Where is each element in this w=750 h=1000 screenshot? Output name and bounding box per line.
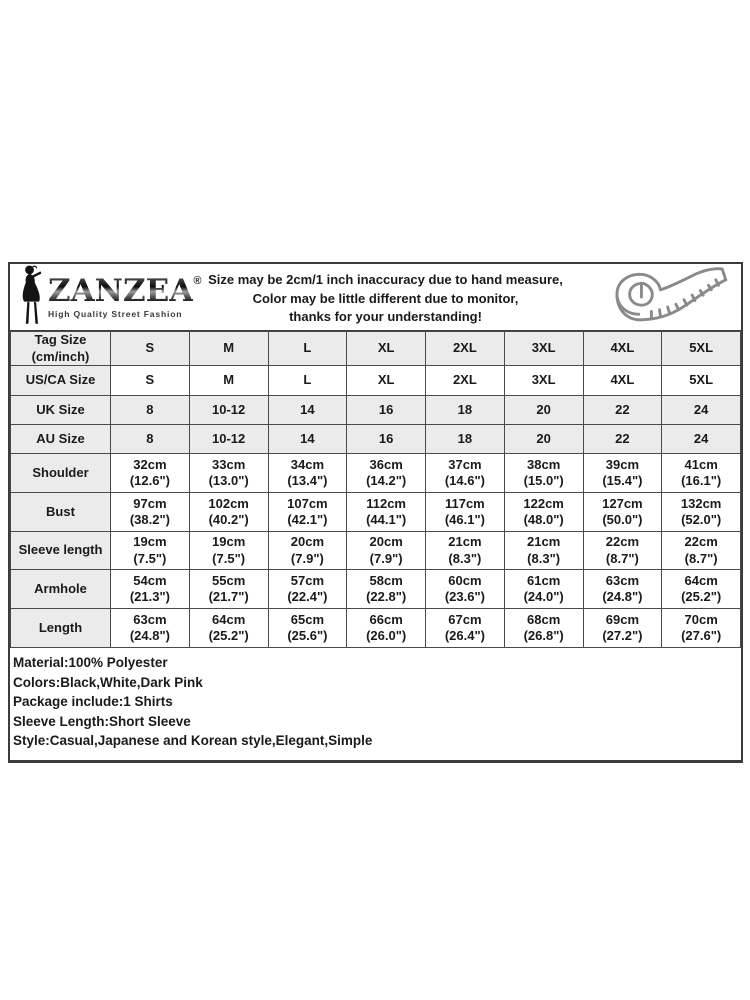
size-value-cell: 38cm (15.0") [504, 454, 583, 493]
row-label-cell: Length [11, 609, 111, 648]
size-value-cell: 16 [347, 425, 426, 454]
row-label-cell: Bust [11, 493, 111, 532]
size-value-cell: 37cm (14.6") [426, 454, 505, 493]
size-value-cell: 102cm (40.2") [189, 493, 268, 532]
row-label-cell: US/CA Size [11, 366, 111, 396]
size-table [10, 331, 741, 648]
size-value-cell: 60cm (23.6") [426, 570, 505, 609]
size-value-cell: 8 [111, 425, 190, 454]
size-value-cell: 21cm (8.3") [426, 532, 505, 570]
size-value-cell: 5XL [662, 332, 741, 366]
detail-package: Package include:1 Shirts [13, 694, 173, 709]
table-row [11, 570, 741, 609]
size-value-cell: 14 [268, 425, 347, 454]
size-value-cell: 20 [504, 396, 583, 425]
size-value-cell: 19cm (7.5") [189, 532, 268, 570]
size-value-cell: 5XL [662, 366, 741, 396]
size-value-cell: 32cm (12.6") [111, 454, 190, 493]
row-label-cell: Tag Size (cm/inch) [11, 332, 111, 366]
size-value-cell: 2XL [426, 332, 505, 366]
row-label-cell: AU Size [11, 425, 111, 454]
size-value-cell: 64cm (25.2") [189, 609, 268, 648]
notice-line-3: thanks for your understanding! [289, 309, 482, 324]
size-value-cell: 112cm (44.1") [347, 493, 426, 532]
size-value-cell: 132cm (52.0") [662, 493, 741, 532]
row-label-cell: Armhole [11, 570, 111, 609]
size-value-cell: 36cm (14.2") [347, 454, 426, 493]
size-value-cell: 55cm (21.7") [189, 570, 268, 609]
table-row [11, 493, 741, 532]
size-table-body [11, 332, 741, 648]
table-row [11, 366, 741, 396]
size-value-cell: 61cm (24.0") [504, 570, 583, 609]
size-value-cell: M [189, 366, 268, 396]
size-value-cell: 68cm (26.8") [504, 609, 583, 648]
table-row [11, 396, 741, 425]
size-value-cell: 65cm (25.6") [268, 609, 347, 648]
brand-header [10, 264, 741, 331]
size-value-cell: 69cm (27.2") [583, 609, 662, 648]
size-value-cell: 107cm (42.1") [268, 493, 347, 532]
size-value-cell: 41cm (16.1") [662, 454, 741, 493]
size-value-cell: 22 [583, 396, 662, 425]
size-value-cell: 14 [268, 396, 347, 425]
size-value-cell: S [111, 366, 190, 396]
size-value-cell: XL [347, 366, 426, 396]
notice-line-1: Size may be 2cm/1 inch inaccuracy due to hand measure, [208, 272, 563, 287]
detail-material: Material:100% Polyester [13, 655, 168, 670]
size-value-cell: 20cm (7.9") [347, 532, 426, 570]
size-value-cell: 117cm (46.1") [426, 493, 505, 532]
table-row [11, 425, 741, 454]
size-chart-sheet [8, 262, 743, 763]
measure-notice [182, 264, 589, 330]
size-value-cell: 63cm (24.8") [583, 570, 662, 609]
size-value-cell: 3XL [504, 366, 583, 396]
size-value-cell: 64cm (25.2") [662, 570, 741, 609]
product-details [10, 648, 741, 760]
size-value-cell: 39cm (15.4") [583, 454, 662, 493]
size-value-cell: 22cm (8.7") [662, 532, 741, 570]
size-value-cell: 16 [347, 396, 426, 425]
brand-tagline: High Quality Street Fashion [48, 308, 183, 319]
table-row [11, 609, 741, 648]
table-row [11, 332, 741, 366]
size-value-cell: 54cm (21.3") [111, 570, 190, 609]
size-value-cell: L [268, 366, 347, 396]
size-value-cell: 122cm (48.0") [504, 493, 583, 532]
size-value-cell: 67cm (26.4") [426, 609, 505, 648]
tape-measure-icon [589, 264, 741, 330]
row-label-cell: Shoulder [11, 454, 111, 493]
size-value-cell: 10-12 [189, 396, 268, 425]
size-value-cell: 22 [583, 425, 662, 454]
size-value-cell: 4XL [583, 332, 662, 366]
size-value-cell: L [268, 332, 347, 366]
zanzea-logo-text [48, 272, 202, 319]
size-value-cell: 66cm (26.0") [347, 609, 426, 648]
size-value-cell: 22cm (8.7") [583, 532, 662, 570]
size-value-cell: 3XL [504, 332, 583, 366]
size-value-cell: 57cm (22.4") [268, 570, 347, 609]
size-value-cell: 18 [426, 396, 505, 425]
size-value-cell: 18 [426, 425, 505, 454]
size-value-cell: 33cm (13.0") [189, 454, 268, 493]
size-value-cell: 20cm (7.9") [268, 532, 347, 570]
notice-line-2: Color may be little different due to monitor, [252, 290, 519, 306]
size-value-cell: 127cm (50.0") [583, 493, 662, 532]
detail-sleeve-length: Sleeve Length:Short Sleeve [13, 713, 191, 729]
size-value-cell: 63cm (24.8") [111, 609, 190, 648]
size-value-cell: 97cm (38.2") [111, 493, 190, 532]
table-row [11, 454, 741, 493]
size-value-cell: 4XL [583, 366, 662, 396]
woman-silhouette-icon [16, 264, 46, 331]
row-label-cell: UK Size [11, 396, 111, 425]
size-value-cell: 24 [662, 425, 741, 454]
row-label-cell: Sleeve length [11, 532, 111, 570]
detail-colors: Colors:Black,White,Dark Pink [13, 674, 203, 690]
size-value-cell: XL [347, 332, 426, 366]
size-value-cell: 2XL [426, 366, 505, 396]
size-value-cell: 21cm (8.3") [504, 532, 583, 570]
brand-name: ZANZEA [48, 272, 194, 309]
detail-style: Style:Casual,Japanese and Korean style,Elegant,Simple [13, 733, 373, 748]
size-value-cell: S [111, 332, 190, 366]
table-row [11, 532, 741, 570]
size-value-cell: 8 [111, 396, 190, 425]
size-value-cell: 70cm (27.6") [662, 609, 741, 648]
size-value-cell: 58cm (22.8") [347, 570, 426, 609]
zanzea-logo [10, 264, 202, 330]
size-value-cell: M [189, 332, 268, 366]
size-value-cell: 20 [504, 425, 583, 454]
size-value-cell: 19cm (7.5") [111, 532, 190, 570]
registered-mark: ® [193, 274, 202, 287]
size-value-cell: 34cm (13.4") [268, 454, 347, 493]
size-value-cell: 10-12 [189, 425, 268, 454]
size-value-cell: 24 [662, 396, 741, 425]
